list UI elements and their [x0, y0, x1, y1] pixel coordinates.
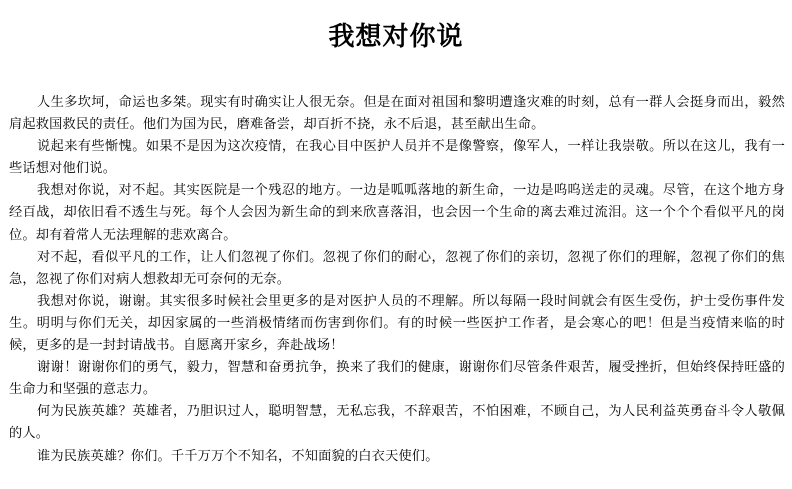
paragraph-8: 谁为民族英雄？你们。千千万万个不知名，不知面貌的白衣天使们。: [37, 448, 439, 464]
paragraph-6: 谢谢！谢谢你们的勇气，毅力，智慧和奋勇抗争，换来了我们的健康，谢谢你们尽管条件艰苦，履受挫折，但始终保持旺盛的生命力和坚强的意志力。: [9, 360, 785, 398]
article-body: [9, 92, 785, 468]
paragraph-1: 人生多坎坷，命运也多桀。现实有时确实让人很无奈。但是在面对祖国和黎明遭逢灾难的时刻，总有一群人会挺身而出，毅然肩起救国救民的责任。他们为国为民，磨难备尝，却百折不挠，永不后退，甚至献出生命。: [9, 95, 785, 133]
paragraph-2: 说起来有些惭愧。如果不是因为这次疫情，在我心目中医护人员并不是像警察，像军人，一样让我崇敬。所以在这儿，我有一些话想对他们说。: [9, 139, 785, 177]
paragraph-3: 我想对你说，对不起。其实医院是一个残忍的地方。一边是呱呱落地的新生命，一边是呜呜送走的灵魂。尽管，在这个地方身经百战，却依旧看不透生与死。每个人会因为新生命的到来欣喜落泪，也会因一个生命的离去难过流泪。这一个个个看似平凡的岗位。却有着常人无法理解的悲欢离合。: [9, 183, 785, 243]
paragraph-4: 对不起，看似平凡的工作，让人们忽视了你们。忽视了你们的耐心，忽视了你们的亲切，忽视了你们的理解，忽视了你们的焦急，忽视了你们对病人想救却无可奈何的无奈。: [9, 249, 785, 287]
paragraph-7: 何为民族英雄？英雄者，乃胆识过人，聪明智慧，无私忘我，不辞艰苦，不怕困难，不顾自己，为人民利益英勇奋斗令人敬佩的人。: [9, 404, 785, 442]
paragraph-5: 我想对你说，谢谢。其实很多时候社会里更多的是对医护人员的不理解。所以每隔一段时间就会有医生受伤，护士受伤事件发生。明明与你们无关，却因家属的一些消极情绪而伤害到你们。有的时候一些医护工作者，是会寒心的吧！但是当疫情来临的时候，更多的是一封封请战书。自愿离开家乡，奔赴战场！: [9, 293, 785, 354]
page-title: 我想对你说: [328, 22, 464, 52]
